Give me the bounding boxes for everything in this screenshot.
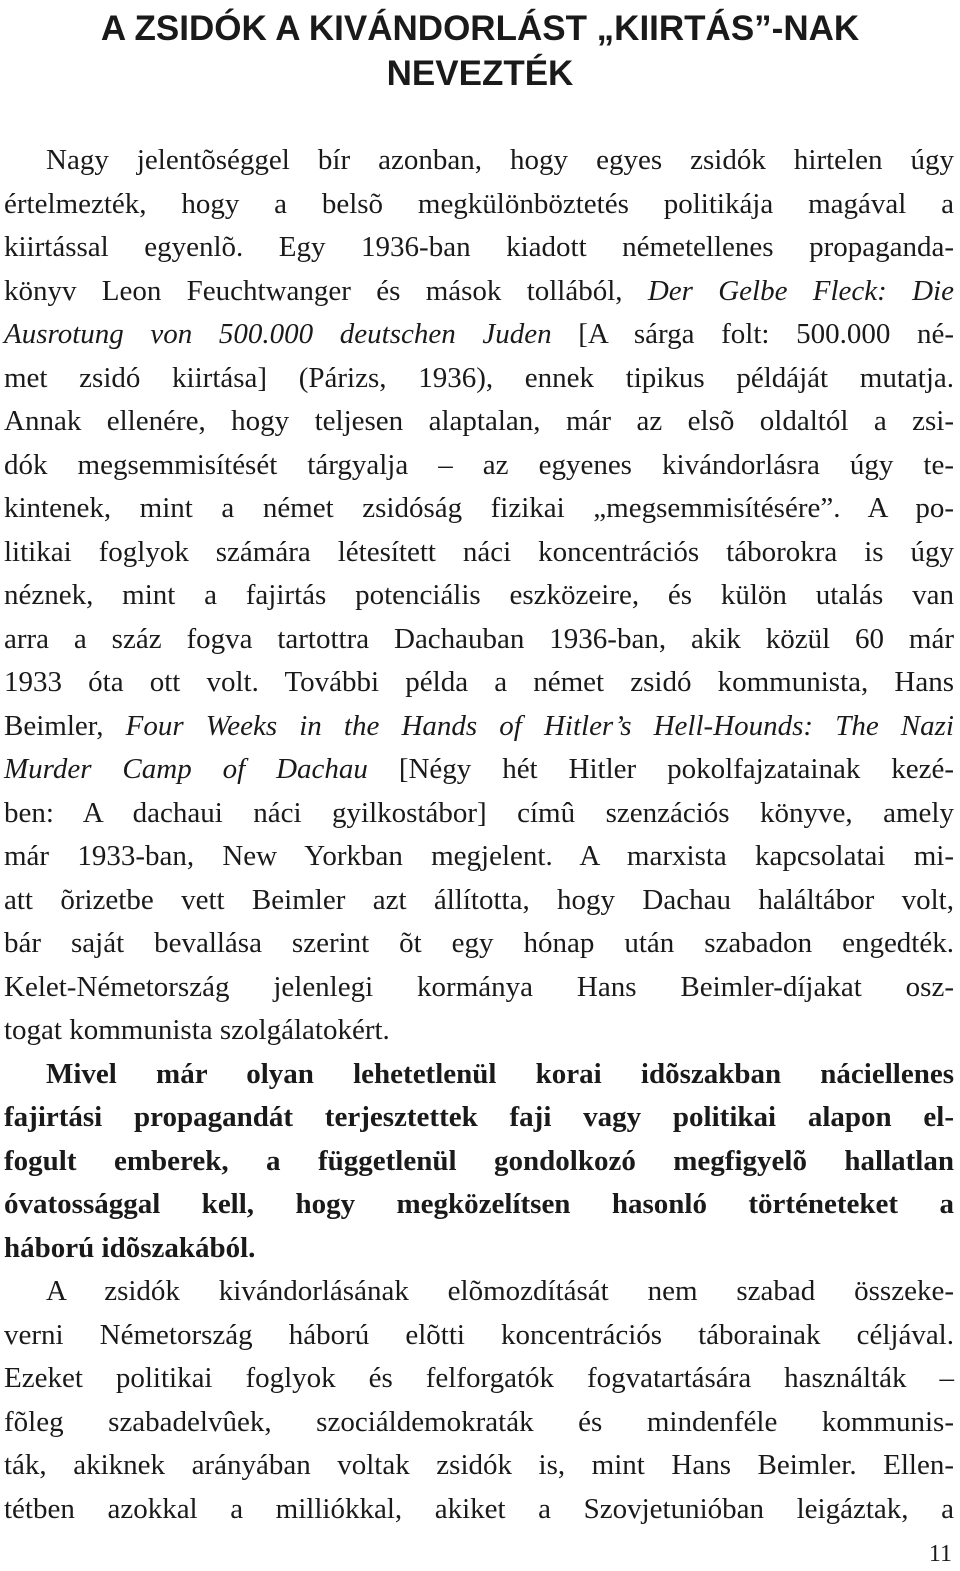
paragraph-1-line-13: 1933 óta ott volt. További példa a német zsidó kommunista, Hans <box>4 666 954 698</box>
chapter-title <box>0 6 960 96</box>
paragraph-1-line-4 <box>4 270 954 314</box>
paragraph-2-line-4: óvatossággal kell, hogy megközelítsen hasonló történeteket a <box>4 1188 954 1220</box>
book-title-italic: Ausrotung von 500.000 deutschen Juden <box>4 318 552 350</box>
book-title-italic: Der Gelbe Fleck: Die <box>647 274 954 307</box>
paragraph-1-line-5 <box>4 313 954 357</box>
paragraph-1-line-9: kintenek, mint a német zsidóság fizikai „megsemmisítésére”. A po- <box>4 492 954 524</box>
paragraph-3-line-5: ták, akiknek arányában voltak zsidók is, mint Hans Beimler. Ellen- <box>4 1449 954 1481</box>
paragraph-3-line-6: tétben azokkal a milliókkal, akiket a Szovjetunióban leigáztak, a <box>4 1492 954 1525</box>
book-title-italic: Murder Camp of Dachau <box>4 753 368 785</box>
book-title-italic: Four Weeks in the Hands of Hitler’s Hell-Hounds: The Nazi <box>125 709 954 742</box>
paragraph-1-line-21: togat kommunista szolgálatokért. <box>4 1014 390 1046</box>
text-run: [A sárga folt: 500.000 né- <box>551 318 954 350</box>
paragraph-1-line-10: litikai foglyok számára létesített náci koncentrációs táborokra is úgy <box>4 535 954 568</box>
paragraph-2-line-3: fogult emberek, a függetlenül gondolkozó megfigyelõ hallatlan <box>4 1144 954 1177</box>
paragraph-1-line-18: att õrizetbe vett Beimler azt állította, hogy Dachau haláltábor volt, <box>4 883 954 916</box>
paragraph-1-line-2: értelmezték, hogy a belsõ megkülönböztetés politikája magával a <box>4 187 954 220</box>
paragraph-1-line-6: met zsidó kiirtása] (Párizs, 1936), ennek tipikus példáját mutatja. <box>4 361 954 394</box>
paragraph-1-line-20: Kelet-Németország jelenlegi kormánya Hans Beimler-díjakat osz- <box>4 970 954 1003</box>
paragraph-1-line-14 <box>4 705 954 749</box>
body-text <box>4 139 954 1531</box>
text-run: [Négy hét Hitler pokolfajzatainak kezé- <box>367 753 954 785</box>
chapter-title-line-2: NEVEZTÉK <box>386 54 574 93</box>
paragraph-3-line-3: Ezeket politikai foglyok és felforgatók fogvatartására használták – <box>4 1362 954 1394</box>
paragraph-3-line-4: fõleg szabadelvûek, szociáldemokraták és mindenféle kommunis- <box>4 1405 954 1438</box>
paragraph-2-line-1: Mivel már olyan lehetetlenül korai idõszakban náciellenes <box>46 1057 954 1090</box>
paragraph-1-line-15 <box>4 748 954 792</box>
paragraph-1-line-7: Annak ellenére, hogy teljesen alaptalan, már az elsõ oldaltól a zsi- <box>4 405 954 437</box>
paragraph-1-line-3: kiirtással egyenlõ. Egy 1936-ban kiadott németellenes propaganda- <box>4 231 954 263</box>
chapter-title-line-1: A ZSIDÓK A KIVÁNDORLÁST „KIIRTÁS”-NAK <box>100 9 860 48</box>
paragraph-1-line-8: dók megsemmisítését tárgyalja – az egyenes kivándorlásra úgy te- <box>4 448 954 481</box>
paragraph-1-line-12: arra a száz fogva tartottra Dachauban 1936-ban, akik közül 60 már <box>4 622 954 655</box>
text-run: könyv Leon Feuchtwanger és mások tollából, <box>4 274 648 307</box>
text-run: Beimler, <box>4 709 126 742</box>
paragraph-1-line-19: bár saját bevallása szerint õt egy hónap után szabadon engedték. <box>4 927 954 959</box>
paragraph-1-line-16: ben: A dachaui náci gyilkostábor] címû szenzációs könyve, amely <box>4 796 954 829</box>
page-number: 11 <box>928 1541 952 1567</box>
paragraph-1-line-1: Nagy jelentõséggel bír azonban, hogy egyes zsidók hirtelen úgy <box>46 144 954 176</box>
paragraph-3-line-1: A zsidók kivándorlásának elõmozdítását nem szabad összeke- <box>46 1275 954 1307</box>
paragraph-3-line-2: verni Németország háború elõtti koncentrációs táborainak céljával. <box>4 1318 954 1351</box>
paragraph-2-line-2: fajirtási propagandát terjesztettek faji vagy politikai alapon el- <box>4 1101 954 1133</box>
paragraph-1-line-17: már 1933-ban, New Yorkban megjelent. A marxista kapcsolatai mi- <box>4 840 954 872</box>
paragraph-1-line-11: néznek, mint a fajirtás potenciális eszközeire, és külön utalás van <box>4 579 954 611</box>
paragraph-2-line-5: háború idõszakából. <box>4 1231 256 1264</box>
